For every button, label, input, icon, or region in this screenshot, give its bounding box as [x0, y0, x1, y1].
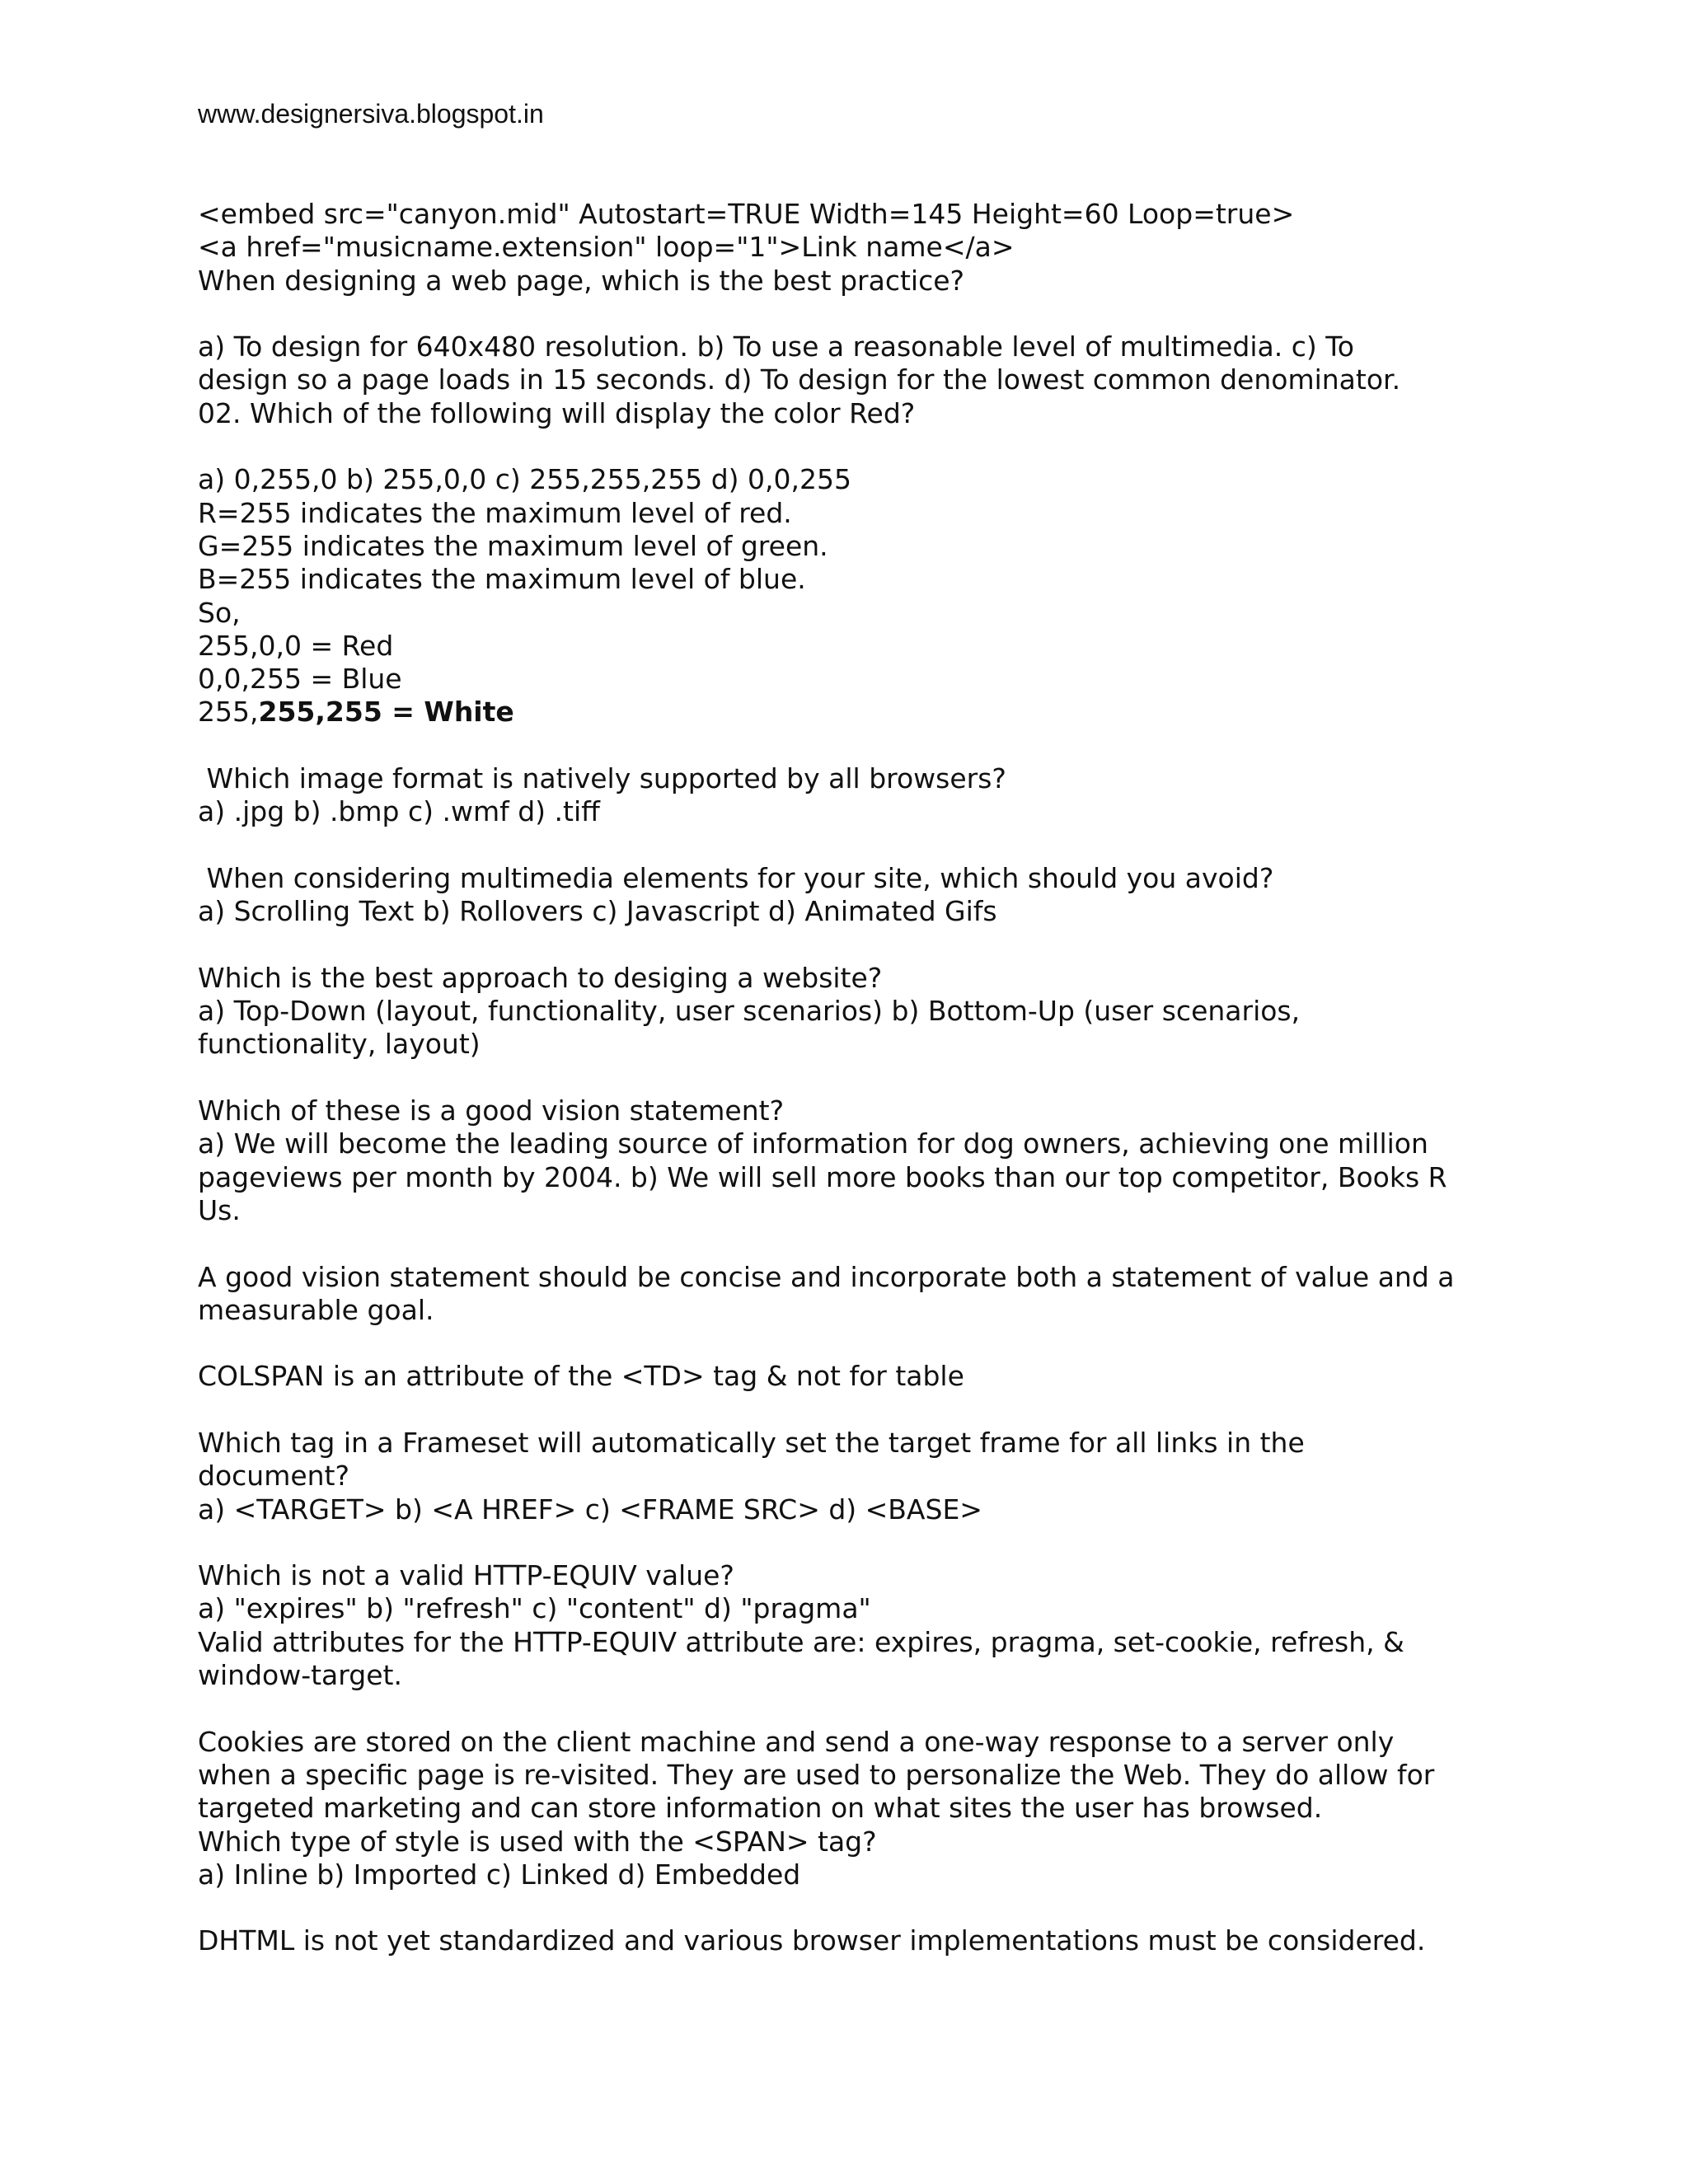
text-line: 0,0,255 = Blue	[198, 663, 402, 696]
text-plain: 255,	[198, 696, 259, 729]
question-text: Which of these is a good vision statement?	[198, 1094, 785, 1127]
text-line: <a href="musicname.extension" loop="1">Link name</a>	[198, 231, 1015, 264]
answer-options: a) Inline b) Imported c) Linked d) Embedded	[198, 1858, 801, 1891]
answer-options: design so a page loads in 15 seconds. d) To design for the lowest common denominator.	[198, 363, 1401, 396]
text-line: window-target.	[198, 1659, 402, 1692]
text-line: targeted marketing and can store information on what sites the user has browsed.	[198, 1792, 1323, 1825]
text-line: 255,0,0 = Red	[198, 629, 394, 662]
question-text: Which type of style is used with the <SPAN> tag?	[198, 1825, 877, 1858]
question-text: When designing a web page, which is the best practice?	[198, 264, 965, 297]
blank-line	[198, 430, 1484, 463]
answer-options: a) <TARGET> b) <A HREF> c) <FRAME SRC> d) <BASE>	[198, 1493, 982, 1526]
text-line: DHTML is not yet standardized and various browser implementations must be considered.	[198, 1924, 1426, 1957]
text-line: COLSPAN is an attribute of the <TD> tag & not for table	[198, 1360, 964, 1393]
blank-line	[198, 729, 1484, 762]
page-header-url: www.designersiva.blogspot.in	[198, 99, 544, 129]
answer-options: a) We will become the leading source of information for dog owners, achieving one million	[198, 1127, 1428, 1160]
text-line-mixed	[198, 696, 1484, 729]
blank-line	[198, 1062, 1484, 1094]
answer-options: functionality, layout)	[198, 1028, 481, 1061]
question-text: When considering multimedia elements for your site, which should you avoid?	[198, 861, 1274, 894]
blank-line	[198, 929, 1484, 962]
blank-line	[198, 1692, 1484, 1725]
document-body	[198, 198, 1484, 1958]
answer-options: a) Scrolling Text b) Rollovers c) Javascript d) Animated Gifs	[198, 895, 997, 928]
text-bold: 255,255 = White	[258, 696, 514, 729]
answer-options: pageviews per month by 2004. b) We will sell more books than our top competitor, Books R	[198, 1160, 1447, 1193]
blank-line	[198, 1891, 1484, 1924]
text-line: A good vision statement should be concise and incorporate both a statement of value and a	[198, 1260, 1455, 1293]
question-text: document?	[198, 1460, 350, 1493]
question-text: Which is not a valid HTTP-EQUIV value?	[198, 1559, 734, 1592]
text-line: Valid attributes for the HTTP-EQUIV attribute are: expires, pragma, set-cookie, refresh, &	[198, 1625, 1404, 1658]
question-text: Which is the best approach to desiging a website?	[198, 961, 883, 994]
answer-options: a) Top-Down (layout, functionality, user scenarios) b) Bottom-Up (user scenarios,	[198, 995, 1301, 1028]
text-line: <embed src="canyon.mid" Autostart=TRUE Width=145 Height=60 Loop=true>	[198, 198, 1295, 230]
blank-line	[198, 298, 1484, 330]
text-line: R=255 indicates the maximum level of red.	[198, 496, 792, 529]
text-line: G=255 indicates the maximum level of green.	[198, 529, 828, 562]
text-line: B=255 indicates the maximum level of blue.	[198, 563, 806, 596]
text-line: Cookies are stored on the client machine and send a one-way response to a server only	[198, 1725, 1395, 1758]
text-line: So,	[198, 596, 241, 629]
answer-options: Us.	[198, 1193, 241, 1226]
text-line: measurable goal.	[198, 1293, 434, 1326]
blank-line	[198, 1327, 1484, 1360]
question-text: Which image format is natively supported by all browsers?	[198, 762, 1006, 795]
answer-options: a) 0,255,0 b) 255,0,0 c) 255,255,255 d) 0,0,255	[198, 463, 851, 496]
question-text: Which tag in a Frameset will automatically set the target frame for all links in the	[198, 1426, 1305, 1459]
blank-line	[198, 1526, 1484, 1559]
blank-line	[198, 1227, 1484, 1260]
answer-options: a) .jpg b) .bmp c) .wmf d) .tiff	[198, 795, 600, 828]
text-line: when a specific page is re-visited. They are used to personalize the Web. They do allow for	[198, 1758, 1435, 1791]
blank-line	[198, 1394, 1484, 1427]
question-text: 02. Which of the following will display the color Red?	[198, 396, 916, 429]
blank-line	[198, 829, 1484, 862]
answer-options: a) To design for 640x480 resolution. b) To use a reasonable level of multimedia. c) To	[198, 330, 1354, 363]
answer-options: a) "expires" b) "refresh" c) "content" d) "pragma"	[198, 1592, 871, 1625]
